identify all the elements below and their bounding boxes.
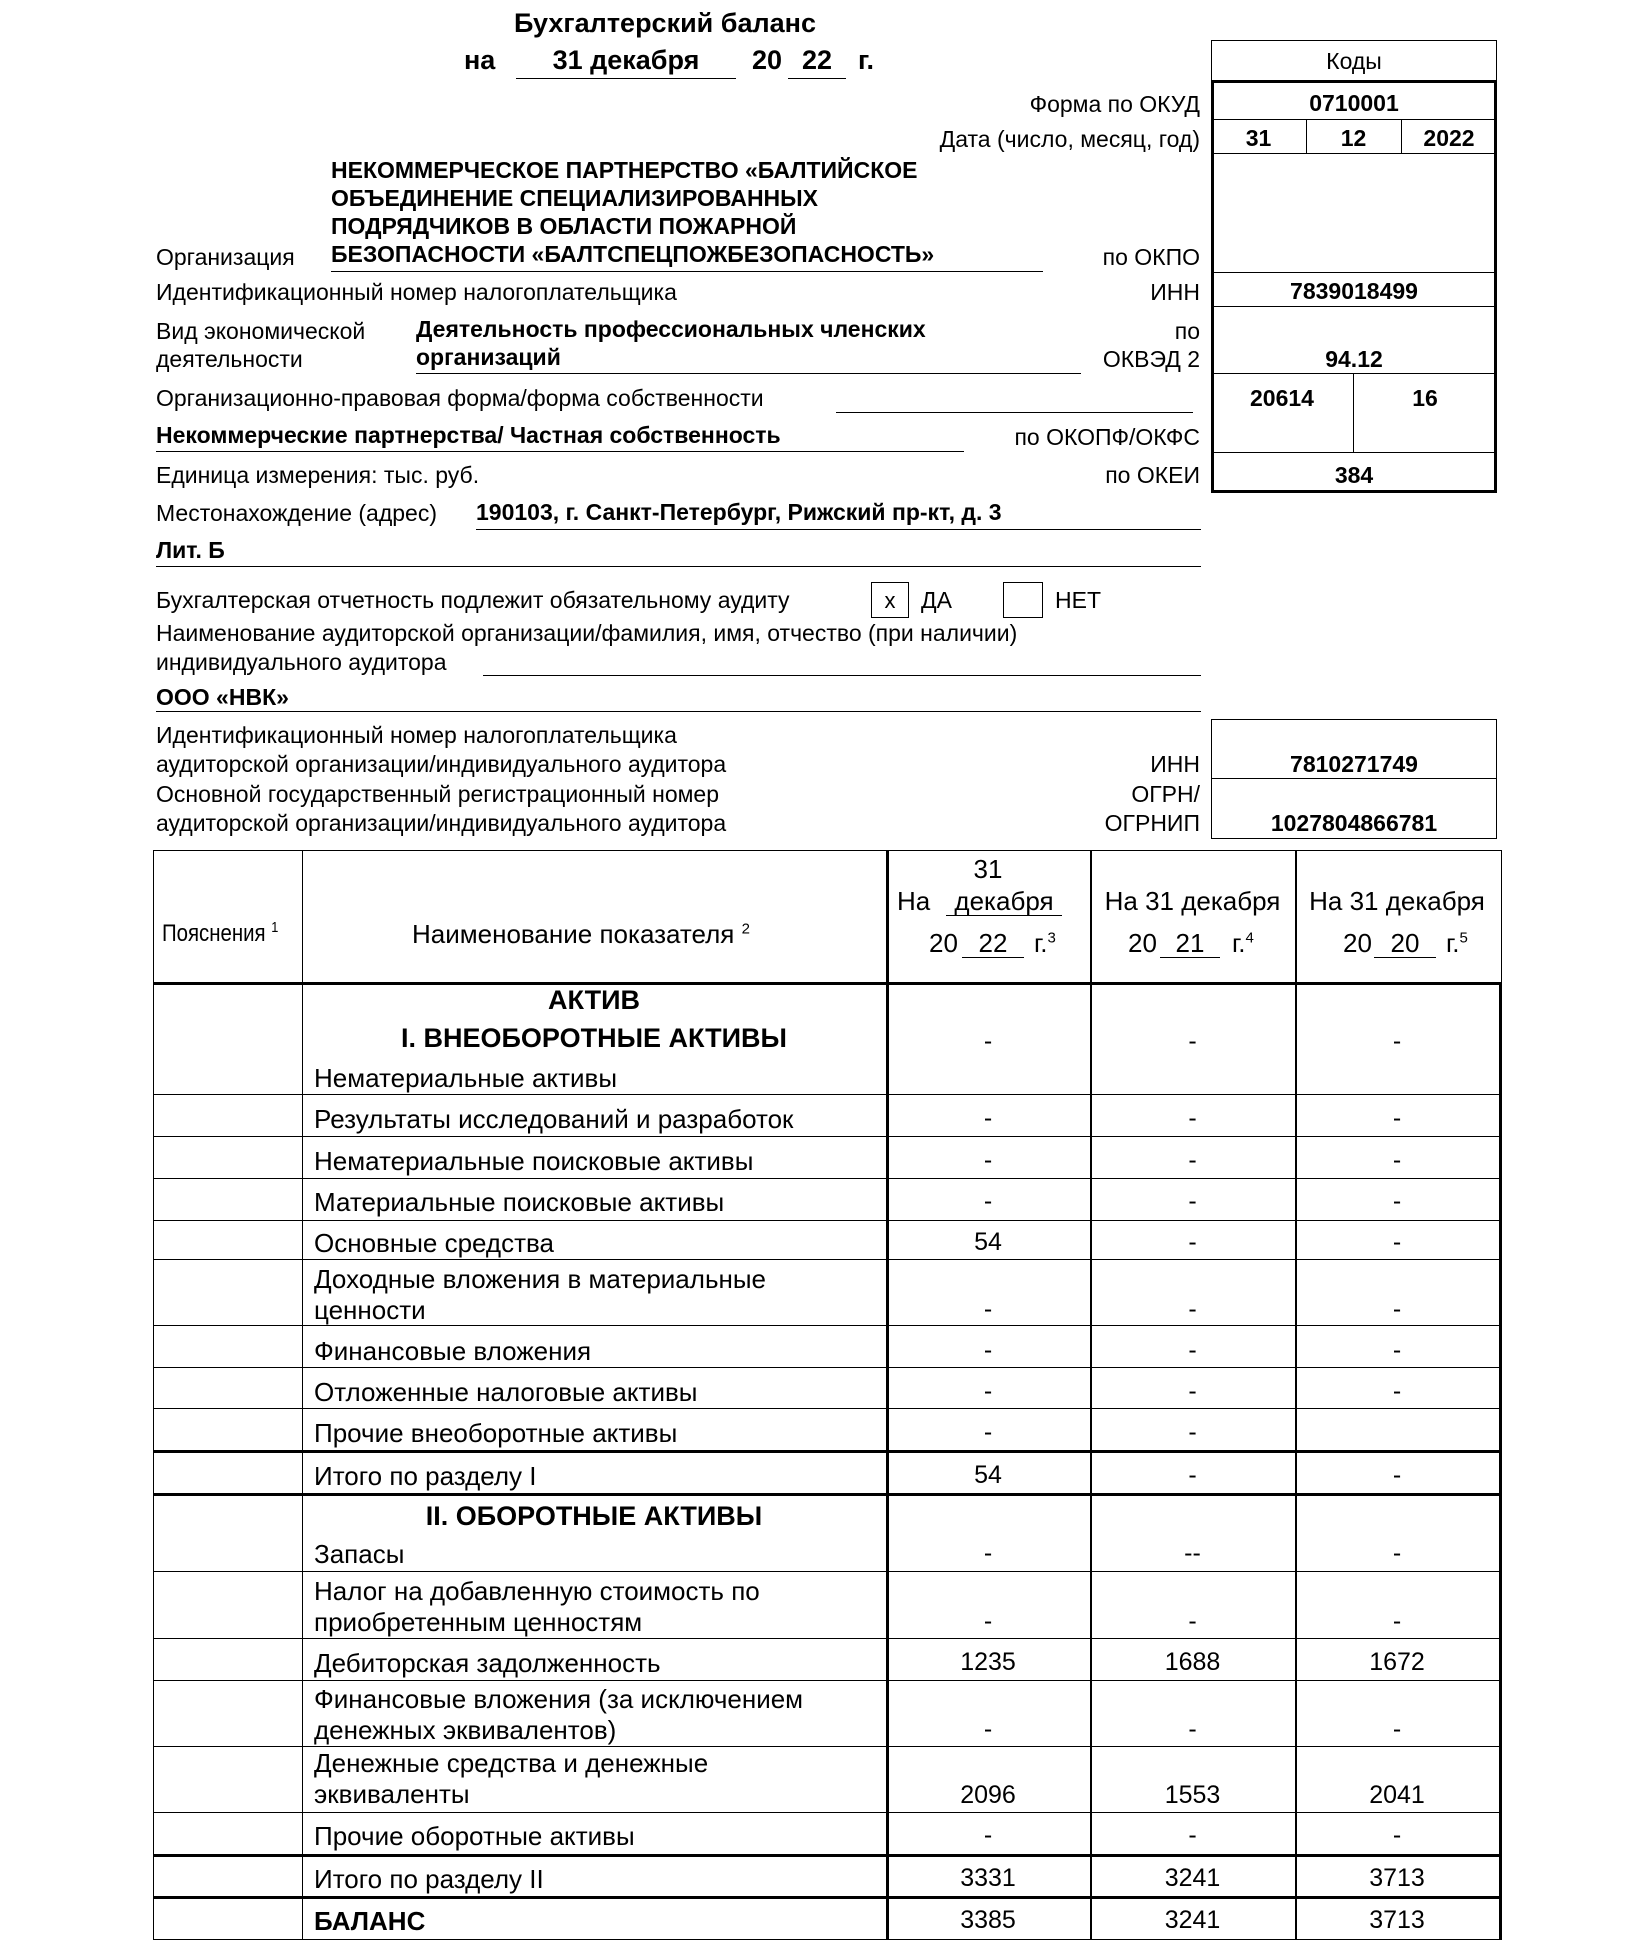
row-name: Финансовые вложения	[314, 1336, 592, 1366]
table-row-line	[153, 1896, 1502, 1899]
date-prefix: на	[464, 45, 496, 75]
row-name: Итого по разделу I	[314, 1461, 537, 1491]
row-value-2021: -	[1188, 1104, 1197, 1132]
row-value-2022: -	[983, 1336, 993, 1364]
row-name: Итого по разделу II	[314, 1864, 544, 1894]
row-value-2021: -	[1188, 1228, 1197, 1256]
col3-g: г.$^5$	[1446, 928, 1468, 958]
row-value-2020: -	[1392, 1336, 1402, 1364]
row-name: эквиваленты	[314, 1779, 470, 1809]
legal-form-value-underline	[156, 451, 964, 452]
okfs-value: 16	[1412, 385, 1438, 411]
inn-code-value: 7839018499	[1290, 278, 1418, 304]
address-label: Местонахождение (адрес)	[156, 500, 437, 526]
date-month-code: 12	[1340, 125, 1367, 151]
audit-yes-checkbox[interactable]: x	[871, 582, 909, 618]
table-row-line	[153, 1571, 1502, 1572]
date-day-month: 31 декабря	[552, 45, 700, 75]
row-name: Результаты исследований и разработок	[314, 1104, 794, 1134]
col2-year-prefix: 20	[1128, 928, 1157, 958]
row-value-2022: 54	[974, 1461, 1002, 1489]
row-name: Нематериальные активы	[314, 1063, 618, 1093]
activity-underline	[416, 373, 1081, 374]
row-name: Прочие внеоборотные активы	[314, 1418, 678, 1448]
row-name: Денежные средства и денежные	[314, 1748, 709, 1778]
table-row-line	[153, 1178, 1502, 1179]
row-value-2022: -	[983, 1715, 993, 1743]
table-row-line	[153, 1220, 1502, 1221]
row-value-2022: 54	[974, 1228, 1002, 1256]
row-value-2022: -	[983, 1418, 993, 1446]
address-value: Лит. Б	[156, 537, 225, 563]
aktiv-heading: АКТИВ	[547, 985, 641, 1015]
col3-header: На 31 декабря	[1309, 886, 1485, 916]
row-value-2021: --	[1184, 1539, 1201, 1567]
auditor-ogrn-code-label: ОГРН/	[1131, 781, 1200, 807]
row-value-2020: -	[1392, 1146, 1402, 1174]
row-name: ценности	[314, 1295, 426, 1325]
row-value-2021: 3241	[1164, 1906, 1221, 1934]
address-underline	[156, 566, 1201, 567]
activity-value: Деятельность профессиональных членских	[416, 316, 926, 342]
legal-form-label: Организационно-правовая форма/форма собственности	[156, 385, 764, 411]
auditor-inn-label: аудиторской организации/индивидуального аудитора	[156, 751, 727, 777]
table-col-line	[1499, 983, 1502, 1940]
col2-year-line	[1160, 957, 1220, 958]
okei-label: по ОКЕИ	[1105, 462, 1200, 488]
col-name-header: Наименование показателя $^2$	[412, 919, 750, 949]
row-name: Доходные вложения в материальные	[314, 1264, 766, 1294]
row-value-2020: -	[1392, 1295, 1402, 1323]
org-label: Организация	[156, 244, 295, 270]
auditor-name-underline	[156, 711, 1201, 712]
audit-question: Бухгалтерская отчетность подлежит обязательному аудиту	[156, 587, 790, 613]
auditor-ogrn-code-label: ОГРНИП	[1104, 810, 1200, 836]
row-value-2020: 2041	[1369, 1781, 1425, 1809]
col1-g: г.$^3$	[1034, 928, 1056, 958]
codes-line	[1211, 452, 1497, 453]
table-row-line	[153, 1259, 1502, 1260]
row-name: Прочие оборотные активы	[314, 1821, 635, 1851]
col1-month: декабря	[954, 886, 1054, 916]
row-value-2021: -	[1188, 1715, 1197, 1743]
date-day-code: 31	[1245, 125, 1272, 151]
table-row-line	[153, 1493, 1502, 1496]
auditor-label: Наименование аудиторской организации/фамилия, имя, отчество (при наличии)	[156, 620, 1018, 646]
date-year-line	[788, 78, 846, 79]
row-value-2021: -	[1188, 1146, 1197, 1174]
row-value-2020: 3713	[1369, 1906, 1425, 1934]
row-name: Отложенные налоговые активы	[314, 1377, 698, 1407]
row-value-2020: -	[1392, 1027, 1402, 1055]
row-value-2021: -	[1188, 1377, 1197, 1405]
codes-line	[1211, 306, 1497, 307]
row-name: Дебиторская задолженность	[314, 1648, 661, 1678]
row-value-2021: -	[1188, 1607, 1197, 1635]
col1-day: 31	[973, 854, 1003, 884]
codes-line	[1211, 119, 1497, 120]
auditor-inn-code-label: ИНН	[1150, 751, 1200, 777]
row-value-2022: 2096	[960, 1781, 1016, 1809]
legal-form-value: Некоммерческие партнерства/ Частная собственность	[156, 422, 781, 448]
date-year: 22	[801, 45, 833, 75]
codes-line	[1211, 153, 1497, 154]
inn-label: Идентификационный номер налогоплательщика	[156, 279, 677, 305]
table-row-line	[153, 1450, 1502, 1453]
row-value-2022: -	[983, 1146, 993, 1174]
okopf-value: 20614	[1250, 385, 1314, 411]
unit-label: Единица измерения: тыс. руб.	[156, 462, 480, 488]
auditor-name: ООО «НВК»	[156, 684, 289, 710]
section1-heading: I. ВНЕОБОРОТНЫЕ АКТИВЫ	[401, 1023, 787, 1053]
okud-label: Форма по ОКУД	[1029, 91, 1200, 117]
row-value-2022: 3331	[960, 1864, 1016, 1892]
audit-yes-label: ДА	[921, 587, 952, 613]
row-name: Основные средства	[314, 1228, 554, 1258]
row-value-2020: 3713	[1369, 1864, 1425, 1892]
auditor-ogrn-label: аудиторской организации/индивидуального аудитора	[156, 810, 727, 836]
date-g: г.	[858, 45, 875, 75]
row-value-2020: -	[1392, 1187, 1402, 1215]
auditor-codes-line	[1211, 778, 1497, 779]
row-value-2022: -	[983, 1377, 993, 1405]
row-value-2020: -	[1392, 1228, 1402, 1256]
col2-year: 21	[1175, 928, 1205, 958]
row-value-2021: -	[1188, 1418, 1197, 1446]
col1-year: 22	[978, 928, 1008, 958]
okpo-label: по ОКПО	[1102, 244, 1200, 270]
row-name: Материальные поисковые активы	[314, 1187, 725, 1217]
row-value-2022: -	[983, 1027, 993, 1055]
row-value-2020: -	[1392, 1821, 1402, 1849]
org-name-line: ПОДРЯДЧИКОВ В ОБЛАСТИ ПОЖАРНОЙ	[331, 213, 797, 239]
row-value-2022: -	[983, 1539, 993, 1567]
row-name: Финансовые вложения (за исключением	[314, 1684, 804, 1714]
row-value-2022: -	[983, 1607, 993, 1635]
row-value-2021: -	[1188, 1821, 1197, 1849]
org-name-line: БЕЗОПАСНОСТИ «БАЛТСПЕЦПОЖБЕЗОПАСНОСТЬ»	[331, 241, 935, 267]
auditor-ogrn-value: 1027804866781	[1270, 810, 1438, 836]
table-row-line	[153, 1094, 1502, 1095]
date-label: Дата (число, месяц, год)	[939, 126, 1200, 152]
row-value-2021: -	[1188, 1187, 1197, 1215]
row-value-2021: 3241	[1164, 1864, 1221, 1892]
row-value-2022: -	[983, 1187, 993, 1215]
address-value: 190103, г. Санкт-Петербург, Рижский пр-кт, д. 3	[476, 499, 1002, 525]
document-title: Бухгалтерский баланс	[514, 8, 816, 38]
okud-value: 0710001	[1309, 90, 1399, 116]
org-name-line: НЕКОММЕРЧЕСКОЕ ПАРТНЕРСТВО «БАЛТИЙСКОЕ	[331, 157, 918, 183]
row-value-2022: -	[983, 1295, 993, 1323]
okved-label: ОКВЭД 2	[1102, 346, 1200, 372]
row-name: БАЛАНС	[314, 1906, 426, 1936]
auditor-label: индивидуального аудитора	[156, 649, 447, 675]
activity-label: деятельности	[156, 346, 303, 372]
okei-value: 384	[1334, 462, 1374, 488]
audit-no-label: НЕТ	[1055, 587, 1101, 613]
row-name: денежных эквивалентов)	[314, 1715, 617, 1745]
auditor-inn-label: Идентификационный номер налогоплательщика	[156, 722, 677, 748]
okved-value: 94.12	[1325, 346, 1383, 372]
row-value-2020: 1672	[1369, 1648, 1425, 1676]
table-row-line	[153, 1680, 1502, 1681]
table-row-line	[153, 1136, 1502, 1137]
org-name-underline	[331, 271, 1043, 272]
row-value-2020: -	[1392, 1461, 1402, 1489]
row-name: приобретенным ценностям	[314, 1607, 643, 1637]
row-value-2022: 3385	[960, 1906, 1016, 1934]
okopf-label: по ОКОПФ/ОКФС	[1014, 424, 1200, 450]
col1-year-line	[962, 957, 1024, 958]
row-name: Запасы	[314, 1539, 405, 1569]
row-name: Налог на добавленную стоимость по	[314, 1576, 760, 1606]
col1-year-prefix: 20	[929, 928, 958, 958]
activity-value: организаций	[416, 344, 561, 370]
row-name: Нематериальные поисковые активы	[314, 1146, 754, 1176]
row-value-2020: -	[1392, 1539, 1402, 1567]
table-row-line	[153, 1638, 1502, 1639]
legal-form-underline	[836, 412, 1193, 413]
activity-label: Вид экономической	[156, 318, 366, 344]
row-value-2021: -	[1188, 1461, 1197, 1489]
row-value-2020: -	[1392, 1715, 1402, 1743]
row-value-2021: -	[1188, 1336, 1197, 1364]
table-row-line	[153, 1746, 1502, 1747]
row-value-2021: 1553	[1164, 1781, 1221, 1809]
auditor-underline	[483, 675, 1201, 676]
row-value-2021: -	[1188, 1027, 1197, 1055]
col-notes-header: Пояснения $^1$	[162, 919, 279, 947]
audit-no-checkbox[interactable]	[1003, 582, 1043, 618]
auditor-inn-value: 7810271749	[1290, 751, 1418, 777]
codes-line	[1211, 373, 1497, 374]
row-value-2022: 1235	[960, 1648, 1016, 1676]
org-name-line: ОБЪЕДИНЕНИЕ СПЕЦИАЛИЗИРОВАННЫХ	[331, 185, 819, 211]
codes-heading: Коды	[1326, 48, 1382, 74]
table-row-line	[153, 1408, 1502, 1409]
col3-year-prefix: 20	[1343, 928, 1372, 958]
codes-line	[1211, 272, 1497, 273]
row-value-2021: -	[1188, 1295, 1197, 1323]
address-underline	[476, 529, 1201, 530]
date-day-month-line	[516, 78, 736, 79]
row-value-2022: -	[983, 1104, 993, 1132]
col1-month-line	[946, 915, 1062, 916]
table-row-line	[153, 1367, 1502, 1368]
row-value-2020: -	[1392, 1377, 1402, 1405]
row-value-2020: -	[1392, 1104, 1402, 1132]
row-value-2021: 1688	[1164, 1648, 1221, 1676]
section2-heading: II. ОБОРОТНЫЕ АКТИВЫ	[425, 1501, 763, 1531]
row-value-2022: -	[983, 1821, 993, 1849]
col1-prefix: На	[897, 886, 931, 916]
table-row-line	[153, 1854, 1502, 1857]
col2-header: На 31 декабря	[1104, 886, 1281, 916]
table-row-line	[153, 1812, 1502, 1813]
okved-label: по	[1174, 318, 1200, 344]
auditor-ogrn-label: Основной государственный регистрационный номер	[156, 781, 720, 807]
date-year-code: 2022	[1423, 125, 1475, 151]
col2-g: г.$^4$	[1232, 928, 1254, 958]
row-value-2020: -	[1392, 1607, 1402, 1635]
col3-year-line	[1374, 957, 1436, 958]
inn-code-label: ИНН	[1150, 279, 1200, 305]
col3-year: 20	[1390, 928, 1420, 958]
date-year-prefix: 20	[752, 45, 783, 75]
